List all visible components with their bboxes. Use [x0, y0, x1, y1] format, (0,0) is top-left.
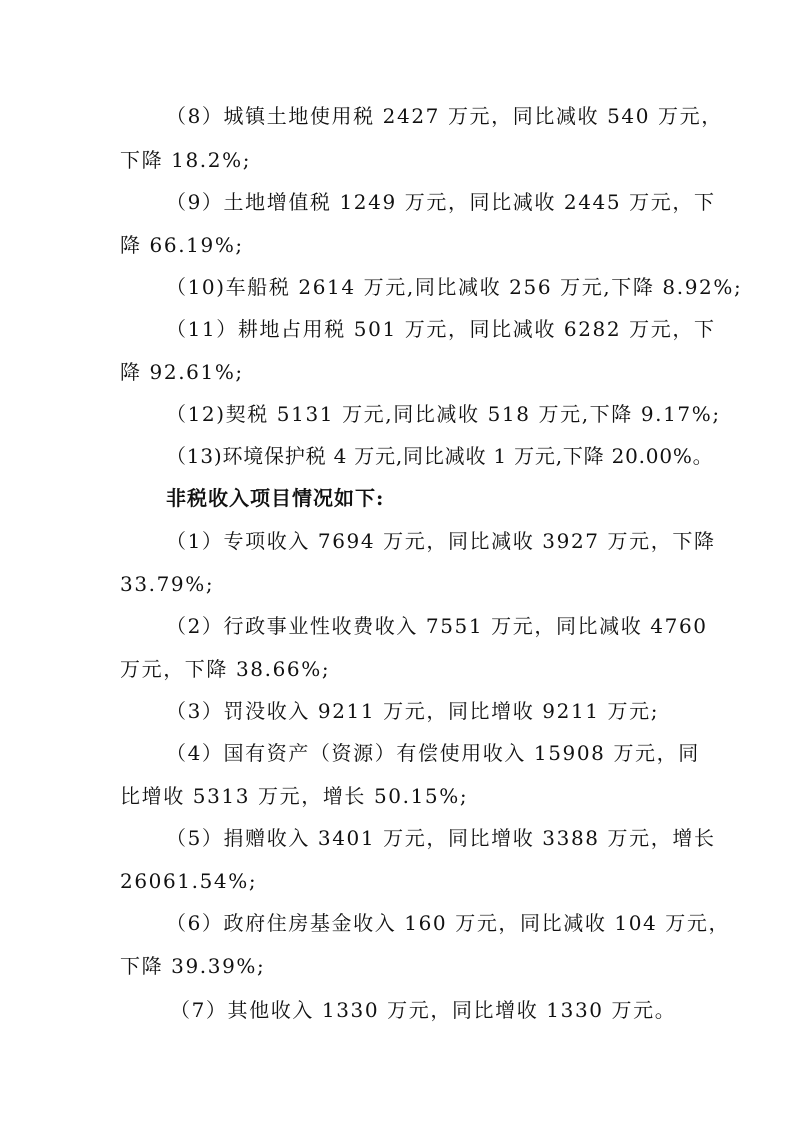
tax-item-13: （13)环境保护税 4 万元,同比减收 1 万元,下降 20.00%。: [166, 444, 714, 468]
tax-item-12: （12)契税 5131 万元,同比减收 518 万元,下降 9.17%;: [166, 402, 721, 426]
nontax-item-2-line1: （2）行政事业性收费收入 7551 万元，同比减收 4760: [166, 614, 708, 638]
tax-item-9-line2: 降 66.19%;: [120, 233, 244, 257]
nontax-item-4-line1: （4）国有资产（资源）有偿使用收入 15908 万元，同: [166, 741, 700, 765]
nontax-item-5-line2: 26061.54%;: [120, 869, 258, 893]
tax-item-11-line1: （11）耕地占用税 501 万元，同比减收 6282 万元，下: [166, 317, 716, 341]
tax-item-8-line1: （8）城镇土地使用税 2427 万元，同比减收 540 万元，: [166, 104, 723, 128]
nontax-item-2-line2: 万元，下降 38.66%;: [120, 657, 331, 681]
nontax-item-1-line2: 33.79%;: [120, 572, 215, 596]
nontax-item-6-line2: 下降 39.39%;: [120, 954, 266, 978]
nontax-item-6-line1: （6）政府住房基金收入 160 万元，同比减收 104 万元，: [166, 911, 731, 935]
tax-item-9-line1: （9）土地增值税 1249 万元，同比减收 2445 万元，下: [166, 190, 716, 214]
nontax-item-5-line1: （5）捐赠收入 3401 万元，同比增收 3388 万元，增长: [166, 826, 716, 850]
tax-item-10: （10)车船税 2614 万元,同比减收 256 万元,下降 8.92%;: [166, 275, 743, 299]
nontax-heading: 非税收入项目情况如下:: [166, 486, 385, 510]
tax-item-8-line2: 下降 18.2%;: [120, 148, 252, 172]
nontax-item-7: （7）其他收入 1330 万元，同比增收 1330 万元。: [170, 998, 677, 1022]
nontax-item-4-line2: 比增收 5313 万元，增长 50.15%;: [120, 784, 469, 808]
nontax-item-3: （3）罚没收入 9211 万元，同比增收 9211 万元;: [166, 699, 660, 723]
nontax-item-1-line1: （1）专项收入 7694 万元，同比减收 3927 万元，下降: [166, 529, 716, 553]
tax-item-11-line2: 降 92.61%;: [120, 360, 244, 384]
